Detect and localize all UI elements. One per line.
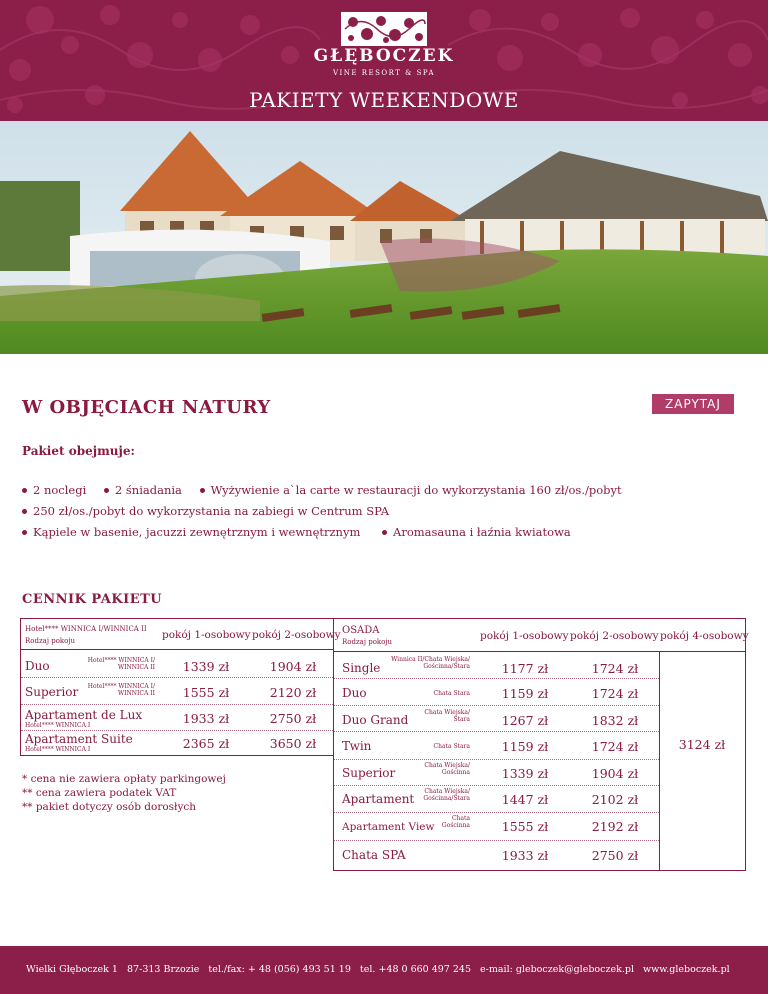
table-row-note: Hotel**** WINNICA I/ WINNICA II: [87, 657, 155, 671]
table-row-note: Chata Wiejska/ Gościnna: [424, 762, 470, 776]
includes-line-3: [22, 525, 585, 539]
table-header-double: pokój 2-osobowy: [252, 629, 341, 641]
table-row-note: Chata Wiejska/ Stara: [424, 709, 470, 723]
logo-icon: [341, 12, 427, 46]
table-cell-price: 1159 zł: [501, 686, 549, 701]
ask-button[interactable]: ZAPYTAJ: [652, 394, 734, 414]
table-cell-price: 1339 zł: [501, 766, 549, 781]
table-cell-price: 1555 zł: [501, 819, 549, 834]
table-cell-price: 1832 zł: [591, 713, 639, 728]
table-cell-price: 1724 zł: [591, 686, 639, 701]
table-cell-price: 1724 zł: [591, 739, 639, 754]
table-row-note: Chata Stara: [433, 690, 470, 697]
table-row-name: Apartament de Lux: [25, 708, 143, 722]
footer-phone: tel. +48 0 660 497 245: [359, 964, 472, 975]
page-title: PAKIETY WEEKENDOWE: [249, 88, 519, 112]
table-row-note: Chata Stara: [433, 743, 470, 750]
table-cell-price: 1904 zł: [269, 659, 317, 674]
table-row-note: Hotel**** WINNICA I: [25, 746, 91, 753]
list-item: Aromasauna i łaźnia kwiatowa: [382, 525, 571, 539]
footer: [0, 946, 768, 994]
table-row-name: Twin: [342, 739, 372, 753]
table-cell-price: 1904 zł: [591, 766, 639, 781]
footer-website-link[interactable]: www.gleboczek.pl: [643, 964, 730, 975]
table-row-name: Apartament Suite: [25, 732, 133, 746]
list-item: Kąpiele w basenie, jacuzzi zewnętrznym i wewnętrznym: [22, 525, 360, 539]
table-header-single: pokój 1-osobowy: [480, 630, 569, 642]
table-header-double: pokój 2-osobowy: [570, 630, 659, 642]
footer-city: 87-313 Brzozie: [127, 964, 200, 975]
table-row-note: Winnica II/Chata Wiejska/ Gościnna/Stara: [391, 656, 470, 670]
includes-line-2: [22, 504, 403, 518]
note-adults: ** pakiet dotyczy osób dorosłych: [22, 801, 197, 813]
table-cell-price: 2750 zł: [591, 848, 639, 863]
table-row-name: Chata SPA: [342, 848, 406, 862]
brand-subtitle: VINE RESORT & SPA: [332, 69, 436, 77]
footer-telfax: tel./fax: + 48 (056) 493 51 19: [208, 964, 351, 975]
table-row-name: Apartament: [342, 792, 415, 806]
table-cell-price: 1724 zł: [591, 661, 639, 676]
footer-contact: [26, 964, 736, 975]
table-cell-price: 2120 zł: [269, 685, 317, 700]
table-row-note: Hotel**** WINNICA I: [25, 722, 91, 729]
table-cell-price: 1159 zł: [501, 739, 549, 754]
table-row-name: Apartament View: [342, 821, 435, 833]
table-row-name: Superior: [25, 685, 79, 699]
list-item: 250 zł/os./pobyt do wykorzystania na zabiegi w Centrum SPA: [22, 504, 389, 518]
table-row-name: Duo Grand: [342, 713, 409, 727]
resort-photo: [0, 121, 768, 354]
price-notes: [22, 772, 226, 814]
footer-address: Wielki Głęboczek 1: [26, 964, 118, 975]
price-list-title: CENNIK PAKIETU: [22, 592, 163, 607]
table-header-osada: OSADA: [342, 625, 380, 636]
table-row-name: Superior: [342, 766, 396, 780]
brand-name: GŁĘBOCZEK: [313, 46, 455, 66]
table-cell-price: 2750 zł: [269, 711, 317, 726]
list-item: 2 śniadania: [104, 483, 182, 497]
table-header-type: Rodzaj pokoju: [342, 638, 393, 646]
table-row-name: Duo: [342, 686, 367, 700]
table-cell-price: 1177 zł: [501, 661, 549, 676]
table-header-hotel: Hotel**** WINNICA I/WINNICA II: [25, 625, 147, 633]
table-row-note: Chata Wiejska/ Gościnna/Stara: [423, 788, 470, 802]
table-row-note: Hotel**** WINNICA I/ WINNICA II: [87, 683, 155, 697]
table-cell-price: 1555 zł: [182, 685, 230, 700]
list-item: 2 noclegi: [22, 483, 86, 497]
table-row-note: Chata Gościnna: [441, 815, 470, 829]
table-row-name: Duo: [25, 659, 50, 673]
hotel-price-table: [20, 618, 341, 756]
table-header-quad: pokój 4-osobowy: [660, 630, 749, 642]
table-cell-price: 1447 zł: [501, 792, 549, 807]
table-cell-price: 1933 zł: [501, 848, 549, 863]
osada-price-table: [333, 618, 749, 871]
note-vat: ** cena zawiera podatek VAT: [22, 787, 177, 799]
table-header-type: Rodzaj pokoju: [25, 637, 76, 645]
header-banner: [0, 0, 768, 121]
table-cell-price: 1267 zł: [501, 713, 549, 728]
table-cell-price: 2192 zł: [591, 819, 639, 834]
includes-label: Pakiet obejmuje:: [22, 444, 135, 458]
table-cell-price: 3650 zł: [269, 736, 317, 751]
table-header-single: pokój 1-osobowy: [162, 629, 251, 641]
table-cell-price: 1339 zł: [182, 659, 230, 674]
table-cell-price: 2365 zł: [182, 736, 230, 751]
table-cell-price: 1933 zł: [182, 711, 230, 726]
footer-email-link[interactable]: e-mail: gleboczek@gleboczek.pl: [480, 964, 634, 975]
table-row-name: Single: [342, 661, 381, 675]
table-cell-price: 2102 zł: [591, 792, 639, 807]
quad-room-price: 3124 zł: [678, 737, 726, 752]
list-item: Wyżywienie a`la carte w restauracji do wykorzystania 160 zł/os./pobyt: [200, 483, 622, 497]
package-title: W OBJĘCIACH NATURY: [22, 397, 271, 418]
note-parking: * cena nie zawiera opłaty parkingowej: [22, 773, 226, 785]
includes-line-1: [22, 483, 636, 497]
